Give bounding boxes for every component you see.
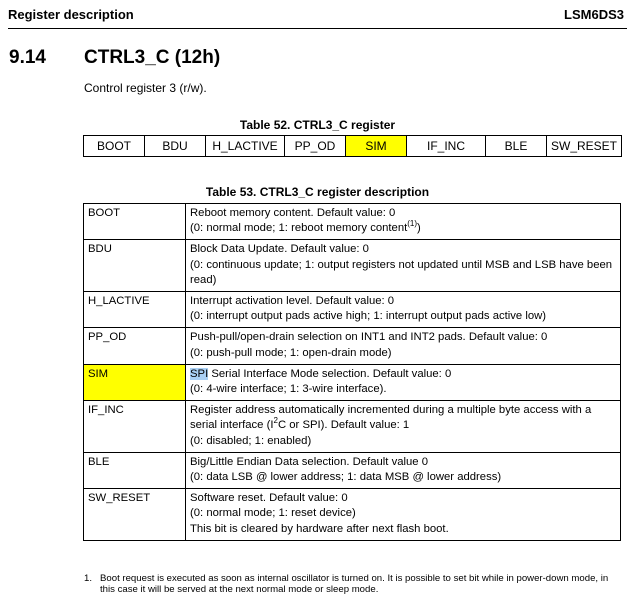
table-row	[84, 452, 621, 488]
description-line: (0: data LSB @ lower address; 1: data MSB @ lower address)	[190, 471, 502, 484]
bit-cell-pp-od: PP_OD	[285, 136, 346, 157]
superscript: 2	[273, 416, 278, 426]
selected-text[interactable]: SPI	[190, 367, 209, 380]
table-row	[84, 292, 621, 328]
bit-cell-if-inc: IF_INC	[407, 136, 486, 157]
table-row	[84, 328, 621, 364]
table-row	[84, 489, 621, 541]
description-line: (0: normal mode; 1: reset device)	[190, 507, 356, 520]
table53-caption: Table 53. CTRL3_C register description	[205, 185, 430, 199]
field-name-sim: SIM	[84, 364, 186, 400]
description-text: C or SPI). Default value: 1	[277, 419, 410, 432]
footnote-text: Boot request is executed as soon as internal oscillator is turned on. It is possible to set bit while in power-down mode, in this case it will be served at the next normal mode or sleep mode.	[100, 573, 609, 595]
field-description-ble	[186, 452, 621, 488]
field-description-sim	[186, 364, 621, 400]
register-description-table	[83, 203, 621, 541]
field-description-h-lactive	[186, 292, 621, 328]
register-bit-table	[83, 135, 622, 157]
field-name-sw-reset: SW_RESET	[84, 489, 186, 541]
section-number: 9.14	[9, 47, 46, 68]
description-text: Serial Interface Mode selection. Default value: 0	[208, 367, 452, 380]
description-line: Software reset. Default value: 0	[190, 492, 348, 505]
description-line: Big/Little Endian Data selection. Default value 0	[190, 455, 429, 468]
description-line: Reboot memory content. Default value: 0	[190, 207, 396, 219]
table-row	[84, 240, 621, 292]
description-line: (0: interrupt output pads active high; 1: interrupt output pads active low)	[190, 310, 547, 323]
page-header-title: Register description	[8, 7, 134, 22]
field-description-boot	[186, 204, 621, 240]
page-header-part-number: LSM6DS3	[564, 7, 624, 22]
table52-caption: Table 52. CTRL3_C register	[239, 118, 396, 132]
bit-cell-sim: SIM	[346, 136, 407, 157]
description-line	[190, 403, 617, 433]
section-title: CTRL3_C (12h)	[84, 47, 221, 68]
description-line: Push-pull/open-drain selection on INT1 and INT2 pads. Default value: 0	[190, 331, 548, 344]
field-name-boot: BOOT	[84, 204, 186, 240]
bit-cell-ble: BLE	[486, 136, 547, 157]
header-rule	[8, 28, 627, 29]
description-line: (0: disabled; 1: enabled)	[190, 434, 312, 447]
description-line	[190, 367, 617, 382]
bit-cell-boot: BOOT	[84, 136, 145, 157]
field-description-if-inc	[186, 401, 621, 453]
bit-cell-sw-reset: SW_RESET	[547, 136, 622, 157]
description-line: Block Data Update. Default value: 0	[190, 243, 369, 256]
description-text: )	[417, 222, 421, 235]
description-line: This bit is cleared by hardware after next flash boot.	[190, 522, 449, 535]
table-row	[84, 401, 621, 453]
table-row	[84, 204, 621, 240]
description-text: (0: normal mode; 1: reboot memory content	[190, 222, 408, 235]
footnote-number: 1.	[84, 573, 93, 584]
field-name-if-inc: IF_INC	[84, 401, 186, 453]
field-name-pp-od: PP_OD	[84, 328, 186, 364]
description-line: Interrupt activation level. Default value: 0	[190, 295, 395, 308]
footnote-reference: (1)	[407, 219, 418, 229]
field-description-pp-od	[186, 328, 621, 364]
bit-cell-bdu: BDU	[145, 136, 206, 157]
table-row	[84, 364, 621, 400]
description-line	[190, 221, 617, 236]
bit-cell-h-lactive: H_LACTIVE	[206, 136, 285, 157]
field-description-bdu	[186, 240, 621, 292]
field-name-bdu: BDU	[84, 240, 186, 292]
description-line: (0: continuous update; 1: output registers not updated until MSB and LSB have been read)	[190, 258, 613, 286]
field-description-sw-reset	[186, 489, 621, 541]
field-name-h-lactive: H_LACTIVE	[84, 292, 186, 328]
section-intro: Control register 3 (r/w).	[84, 81, 207, 95]
field-name-ble: BLE	[84, 452, 186, 488]
description-line: (0: 4-wire interface; 1: 3-wire interface).	[190, 383, 387, 396]
description-text: Register address automatically incremented during a multiple byte access with a serial interface (I	[190, 404, 592, 432]
table-row	[84, 136, 622, 157]
description-line: (0: push-pull mode; 1: open-drain mode)	[190, 346, 392, 359]
